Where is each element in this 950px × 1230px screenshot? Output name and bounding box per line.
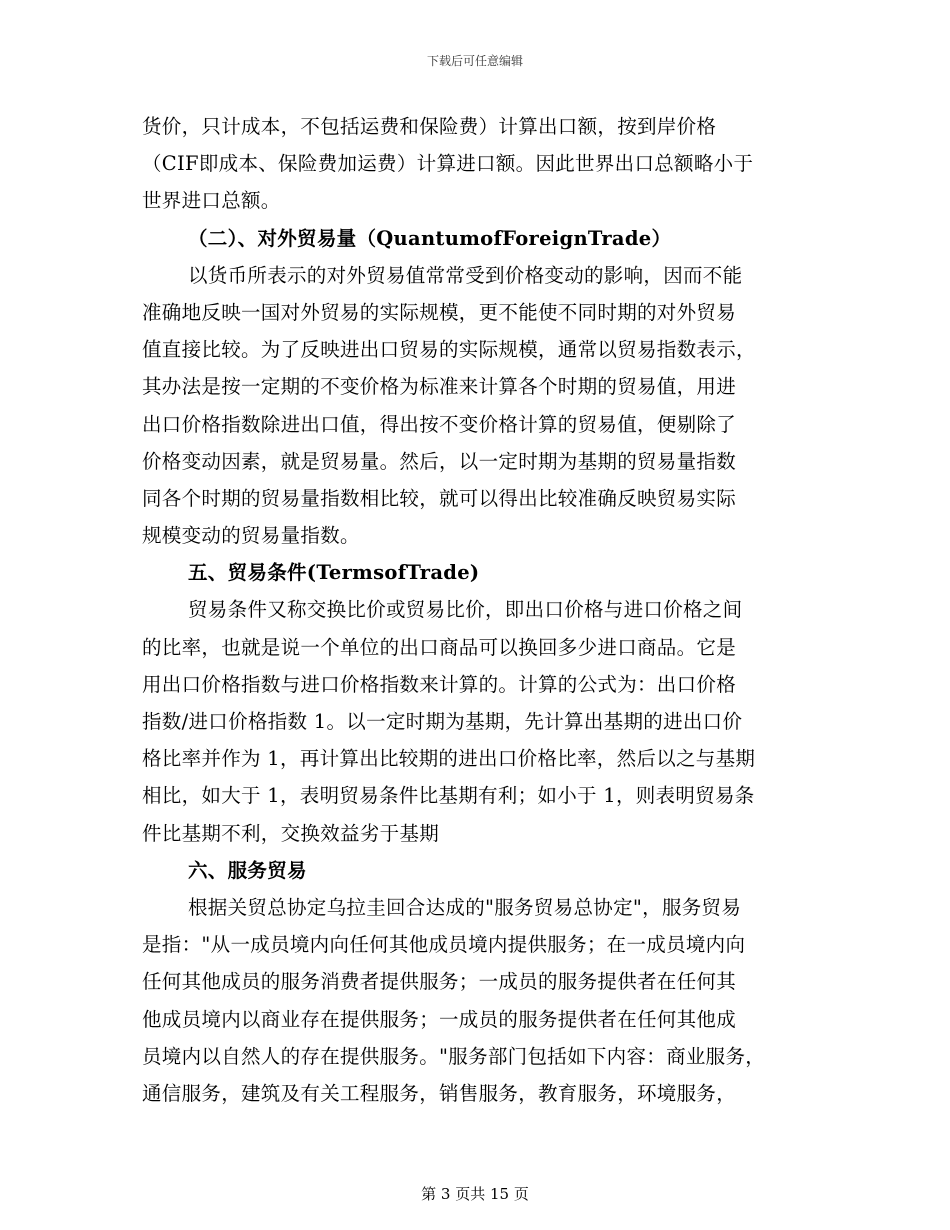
paragraph-line: 格比率并作为 1，再计算出比较期的进出口价格比率，然后以之与基期 <box>142 747 756 771</box>
paragraph-line: 件比基期不利，交换效益劣于基期 <box>142 821 440 845</box>
paragraph-line: 准确地反映一国对外贸易的实际规模，更不能使不同时期的对外贸易 <box>142 300 737 324</box>
paragraph-line: 员境内以自然人的存在提供服务。"服务部门包括如下内容：商业服务， <box>142 1044 766 1068</box>
paragraph-line: 用出口价格指数与进口价格指数来计算的。计算的公式为：出口价格 <box>142 672 737 696</box>
paragraph-line: 他成员境内以商业存在提供服务；一成员的服务提供者在任何其他成 <box>142 1007 737 1031</box>
paragraph-line: 相比，如大于 1，表明贸易条件比基期有利；如小于 1，则表明贸易条 <box>142 784 755 808</box>
paragraph-line: 同各个时期的贸易量指数相比较，就可以得出比较准确反映贸易实际 <box>142 486 737 510</box>
paragraph-line: 规模变动的贸易量指数。 <box>142 524 360 548</box>
document-body <box>142 108 812 1112</box>
paragraph-line: 根据关贸总协定乌拉圭回合达成的"服务贸易总协定"，服务贸易 <box>188 895 742 919</box>
paragraph-line: 其办法是按一定期的不变价格为标准来计算各个时期的贸易值，用进 <box>142 375 737 399</box>
paragraph-line: 世界进口总额。 <box>142 189 281 213</box>
paragraph-line: （CIF即成本、保险费加运费）计算进口额。因此世界出口总额略小于 <box>142 152 754 176</box>
paragraph-line: 货价，只计成本，不包括运费和保险费）计算出口额，按到岸价格 <box>142 115 717 138</box>
paragraph-line: 是指："从一成员境内向任何其他成员境内提供服务；在一成员境内向 <box>142 933 746 957</box>
paragraph-line: 价格变动因素，就是贸易量。然后，以一定时期为基期的贸易量指数 <box>142 449 737 473</box>
page-header: 下载后可任意编辑 <box>426 54 523 68</box>
page-footer: 第 3 页共 15 页 <box>421 1185 529 1203</box>
paragraph-line: 贸易条件又称交换比价或贸易比价，即出口价格与进口价格之间 <box>188 598 743 622</box>
section-heading: （二）、对外贸易量（QuantumofForeignTrade） <box>188 226 672 250</box>
paragraph-line: 出口价格指数除进出口值，得出按不变价格计算的贸易值，便剔除了 <box>142 412 737 436</box>
paragraph-line: 的比率，也就是说一个单位的出口商品可以换回多少进口商品。它是 <box>142 635 737 659</box>
paragraph-line: 指数/进口价格指数 1。以一定时期为基期，先计算出基期的进出口价 <box>142 710 743 733</box>
section-heading: 五、贸易条件(TermsofTrade) <box>188 561 480 585</box>
paragraph-line: 以货币所表示的对外贸易值常常受到价格变动的影响，因而不能 <box>188 263 743 287</box>
section-heading: 六、服务贸易 <box>188 858 307 882</box>
paragraph-line: 任何其他成员的服务消费者提供服务；一成员的服务提供者在任何其 <box>142 970 737 994</box>
paragraph-line: 值直接比较。为了反映进出口贸易的实际规模，通常以贸易指数表示， <box>142 338 756 362</box>
paragraph-line: 通信服务，建筑及有关工程服务，销售服务，教育服务，环境服务， <box>142 1081 737 1105</box>
